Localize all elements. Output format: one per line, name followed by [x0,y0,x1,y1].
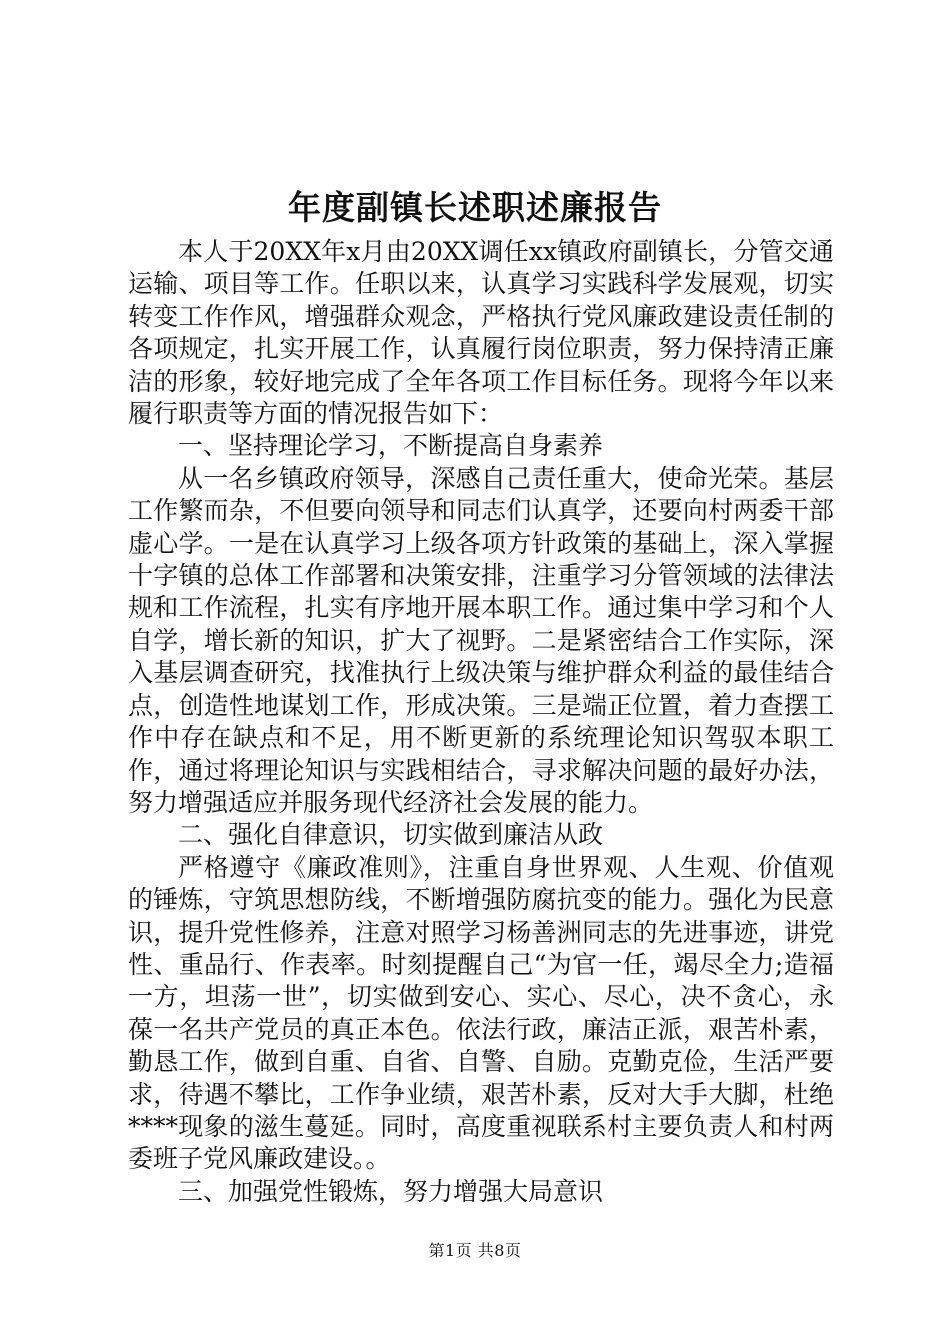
document-title: 年度副镇长述职述廉报告 [288,188,662,227]
section-body-2: 严格遵守《廉政准则》，注重自身世界观、人生观、价值观的锤炼，守筑思想防线，不断增强防腐抗变的能力。强化为民意识，提升党性修养，注意对照学习杨善洲同志的先进事迹，讲党性、重品行、作表率。时刻提醒自己“为官一任，竭尽全力;造福一方，坦荡一世”，切实做到安心、实心、尽心，决不贪心，永葆一名共产党员的真正本色。依法行政，廉洁正派，艰苦朴素，勤恳工作，做到自重、自省、自警、自励。克勤克俭，生活严要求，待遇不攀比，工作争业绩，艰苦朴素，反对大手大脚，杜绝****现象的滋生蔓延。同时，高度重视联系村主要负责人和村两委班子党风廉政建设。。 [128,852,834,1174]
section-heading-1: 一、坚持理论学习，不断提高自身素养 [178,431,604,461]
section-body-1: 从一名乡镇政府领导，深感自己责任重大，使命光荣。基层工作繁而杂，不但要向领导和同志们认真学，还要向村两委干部虚心学。一是在认真学习上级各项方针政策的基础上，深入掌握十字镇的总体工作部署和决策安排，注重学习分管领域的法律法规和工作流程，扎实有序地开展本职工作。通过集中学习和个人自学，增长新的知识，扩大了视野。二是紧密结合工作实际，深入基层调查研究，找准执行上级决策与维护群众利益的最佳结合点，创造性地谋划工作，形成决策。三是端正位置，着力查摆工作中存在缺点和不足，用不断更新的系统理论知识驾驭本职工作，通过将理论知识与实践相结合，寻求解决问题的最好办法，努力增强适应并服务现代经济社会发展的能力。 [128,463,834,817]
section-heading-2: 二、强化自律意识，切实做到廉洁从政 [178,820,604,850]
section-heading-3: 三、加强党性锻炼，努力增强大局意识 [178,1176,604,1206]
intro-paragraph: 本人于20XX年x月由20XX调任xx镇政府副镇长，分管交通运输、项目等工作。任职以来，认真学习实践科学发展观，切实转变工作作风，增强群众观念，严格执行党风廉政建设责任制的各项规定，扎实开展工作，认真履行岗位职责，努力保持清正廉洁的形象，较好地完成了全年各项工作目标任务。现将今年以来履行职责等方面的情况报告如下： [128,237,834,429]
page-footer: 第1页 共8页 [428,1241,522,1260]
document-body [128,236,834,1208]
